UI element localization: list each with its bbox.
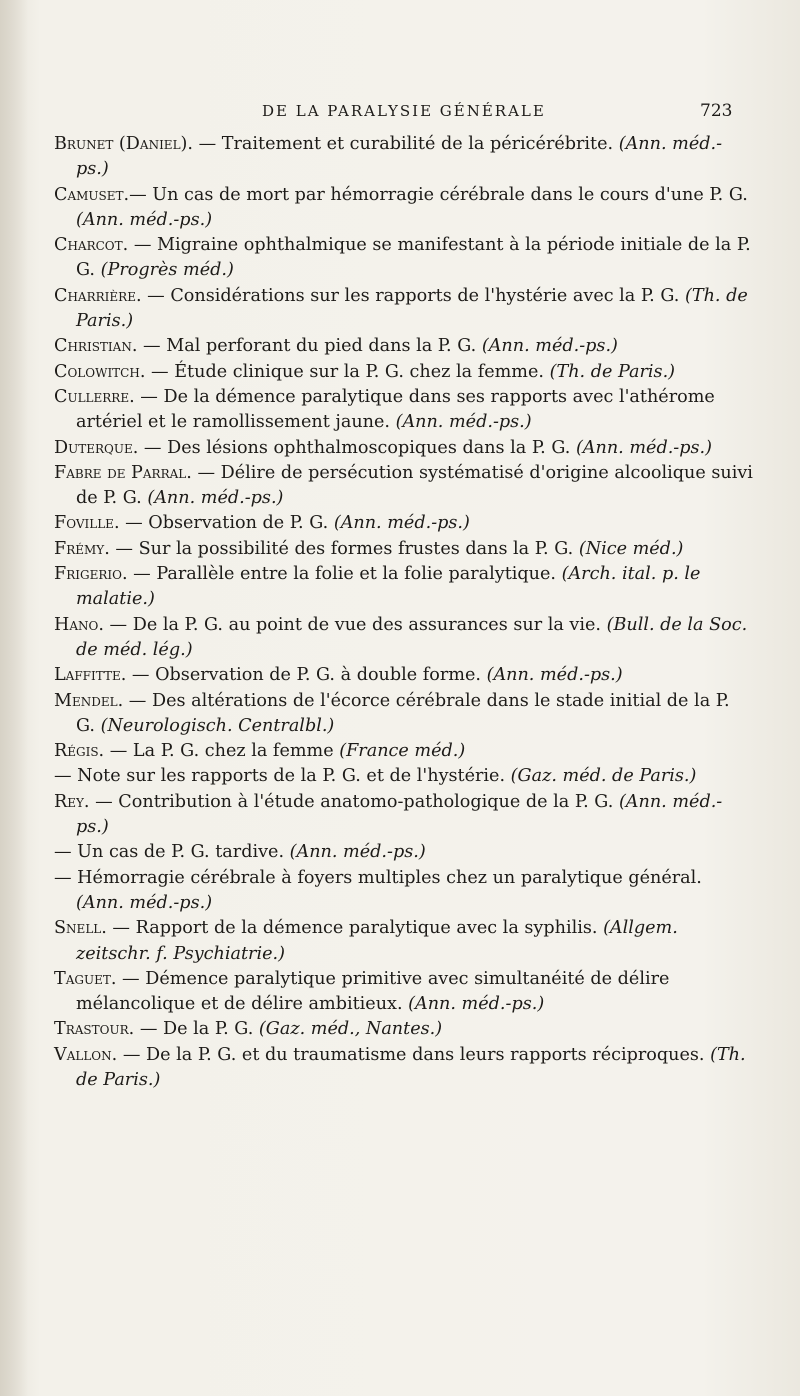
bibliography-entry (54, 967, 754, 1018)
entry-text: — Un cas de P. G. tardive. (54, 842, 290, 863)
entry-text: — Note sur les rapports de la P. G. et de l'hystérie. (54, 766, 511, 787)
entry-source: (Ann. méd.-ps.) (76, 892, 213, 913)
bibliography-entry (54, 461, 754, 512)
page-number: 723 (700, 101, 733, 121)
entry-text: — Des altérations de l'écorce cérébrale dans le stade initial de la P. G. (76, 690, 730, 736)
bibliography-entry (54, 233, 754, 284)
entry-author: Hano. (54, 614, 104, 635)
bibliography-entry (54, 613, 754, 664)
entry-author: Snell. (54, 918, 107, 939)
bibliography-entry (54, 840, 754, 865)
bibliography-entry (54, 764, 754, 789)
entry-source: (Allgem. zeitschr. f. Psychiatrie.) (76, 918, 678, 964)
entry-source: (Ann. méd.-ps.) (408, 994, 545, 1015)
entry-author: Christian. (54, 336, 138, 357)
entry-text: — Migraine ophthalmique se manifestant à la période initiale de la P. G. (76, 235, 751, 281)
entry-text: — Étude clinique sur la P. G. chez la femme. (145, 361, 550, 382)
bibliography-entry (54, 334, 754, 359)
entry-author: Rey. (54, 791, 90, 812)
entry-author: Frigerio. (54, 564, 128, 585)
bibliography-entry (54, 537, 754, 562)
entry-text: — Des lésions ophthalmoscopiques dans la P. G. (138, 437, 576, 458)
entry-text: — Sur la possibilité des formes frustes dans la P. G. (109, 538, 579, 559)
entry-source: (Ann. méd.-ps.) (76, 209, 213, 230)
entry-source: (Ann. méd.-ps.) (486, 665, 623, 686)
bibliography-entry (54, 916, 754, 967)
entry-author: Vallon. (54, 1044, 118, 1065)
entry-source: (Ann. méd.-ps.) (289, 842, 426, 863)
entry-author: Mendel. (54, 690, 124, 711)
entry-source: (Ann. méd.-ps.) (76, 791, 723, 838)
entry-text: — De la P. G. et du traumatisme dans leurs rapports réciproques. (117, 1044, 711, 1065)
entry-source: (France méd.) (339, 741, 466, 762)
entry-source: (Ann. méd.-ps.) (147, 488, 284, 509)
entry-text: — Contribution à l'étude anatomo-pathologique de la P. G. (89, 791, 619, 812)
bibliography-entry (54, 1017, 754, 1042)
entry-source: (Th. de Paris.) (76, 285, 748, 332)
entry-author: Régis. (54, 741, 105, 762)
entry-text: — Traitement et curabilité de la péricérébrite. (193, 134, 619, 154)
bibliography-entry (54, 689, 754, 740)
entry-author: Frémy. (54, 538, 110, 559)
entry-author: Foville. (54, 513, 120, 534)
entry-author: Taguet. (54, 968, 117, 989)
entry-author: Charrière. (54, 285, 142, 306)
entry-text: — Démence paralytique primitive avec simultanéité de délire mélancolique et de délire ambitieux. (76, 968, 670, 1015)
entry-source: (Th. de Paris.) (76, 1044, 746, 1090)
entry-source: (Ann. méd.-ps.) (481, 336, 618, 357)
bibliography-entry (54, 284, 754, 335)
entry-source: (Progrès méd.) (100, 260, 234, 281)
bibliography-entry (54, 1043, 754, 1094)
entry-source: (Ann. méd.-ps.) (395, 412, 532, 433)
bibliography-entry (54, 866, 754, 917)
entry-author: Laffitte. (54, 665, 127, 686)
bibliography-entry (54, 562, 754, 613)
bibliography-entry (54, 436, 754, 461)
entry-text: — Hémorragie cérébrale à foyers multiples chez un paralytique général. (54, 867, 702, 888)
entry-author: Cullerre. (54, 386, 135, 407)
entry-author: Camuset. (54, 184, 130, 205)
entry-text: — De la démence paralytique dans ses rapports avec l'athérome artériel et le ramollissement jaune. (76, 386, 715, 433)
bibliography-entry (54, 132, 754, 183)
entry-author: Brunet (Daniel). (54, 134, 193, 154)
bibliography-entry (54, 739, 754, 764)
bibliography-entry (54, 663, 754, 688)
entry-source: (Bull. de la Soc. de méd. lég.) (76, 614, 748, 660)
bibliography-entry (54, 183, 754, 234)
entry-source: (Gaz. méd. de Paris.) (510, 766, 697, 787)
entry-text: — De la P. G. (134, 1019, 259, 1040)
entry-author: Charcot. (54, 235, 129, 256)
running-head (0, 102, 800, 126)
entry-text: — Mal perforant du pied dans la P. G. (137, 336, 482, 357)
entry-source: (Th. de Paris.) (549, 361, 676, 382)
entry-text: — Parallèle entre la folie et la folie paralytique. (127, 564, 562, 585)
entry-author: Fabre de Parral. (54, 462, 192, 483)
entry-author: Colowitch. (54, 361, 146, 382)
entry-text: — Un cas de mort par hémorragie cérébrale dans le cours d'une P. G. (129, 184, 748, 205)
entry-text: — Observation de P. G. (119, 513, 334, 534)
running-head-title: DE LA PARALYSIE GÉNÉRALE (262, 102, 546, 120)
bibliography-entry (54, 360, 754, 385)
bibliography-list (54, 132, 754, 1093)
entry-source: (Nice méd.) (578, 538, 684, 559)
entry-source: (Ann. méd.-ps.) (333, 513, 470, 534)
entry-text: — Délire de persécution systématisé d'origine alcoolique suivi de P. G. (76, 462, 753, 509)
entry-text: — Observation de P. G. à double forme. (126, 665, 487, 686)
bibliography-entry (54, 511, 754, 536)
binding-shadow (0, 0, 28, 1396)
entry-source: (Ann. méd.-ps.) (575, 437, 712, 458)
entry-author: Trastour. (54, 1019, 135, 1040)
entry-source: (Neurologisch. Centralbl.) (100, 715, 335, 736)
entry-text: — Considérations sur les rapports de l'hystérie avec la P. G. (141, 285, 685, 306)
entry-text: — Rapport de la démence paralytique avec la syphilis. (106, 918, 604, 939)
entry-text: — La P. G. chez la femme (104, 741, 340, 762)
entry-author: Duterque. (54, 437, 139, 458)
entry-source: (Gaz. méd., Nantes.) (258, 1019, 443, 1040)
entry-source: (Ann. méd.-ps.) (76, 134, 723, 180)
entry-text: — De la P. G. au point de vue des assurances sur la vie. (103, 614, 607, 635)
entry-source: (Arch. ital. p. le malatie.) (76, 564, 701, 610)
bibliography-entry (54, 790, 754, 841)
bibliography-entry (54, 385, 754, 436)
